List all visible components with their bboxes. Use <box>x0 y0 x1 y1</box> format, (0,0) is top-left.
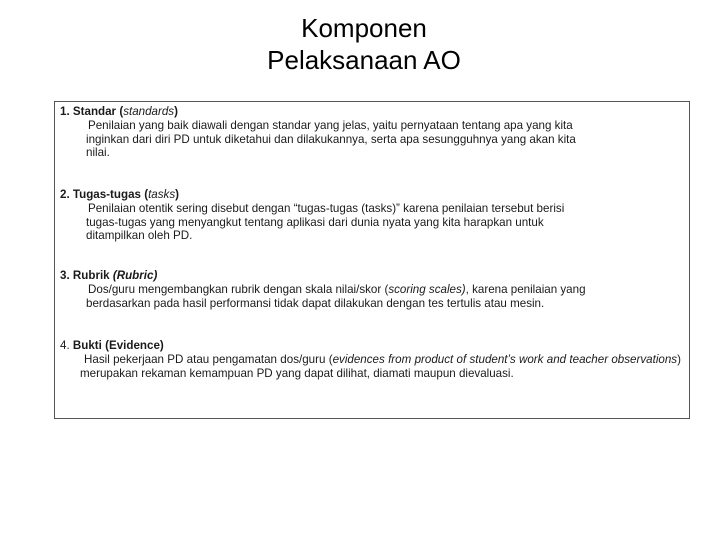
desc-text: Hasil pekerjaan PD atau pengamatan dos/guru ( <box>84 352 333 366</box>
list-item <box>60 269 681 310</box>
desc-line: nilai. <box>86 146 110 160</box>
title-line-2: Pelaksanaan AO <box>267 45 461 75</box>
item-description <box>80 353 681 381</box>
item-term-paren: (Evidence) <box>105 339 164 352</box>
item-heading <box>60 269 681 283</box>
item-description <box>86 119 681 160</box>
desc-text: , karena penilaian yang <box>465 282 586 296</box>
content-box <box>54 101 690 419</box>
desc-line: tugas-tugas yang menyangkut tentang aplikasi dari dunia nyata yang kita harapkan untuk <box>86 215 544 229</box>
item-number: 3. <box>60 269 70 282</box>
item-term: Standar <box>72 105 117 118</box>
list-item <box>60 188 681 243</box>
list-item <box>60 339 681 380</box>
title-line-1: Komponen <box>301 13 427 43</box>
item-number: 1. <box>60 105 70 118</box>
item-number: 4. <box>60 339 70 352</box>
desc-line <box>86 283 681 297</box>
desc-line: inginkan dari diri PD untuk diketahui dan dilakukannya, serta apa sesungguhnya yang akan kita <box>86 132 576 146</box>
item-term-paren: (tasks) <box>144 188 180 201</box>
item-number: 2. <box>60 188 70 201</box>
item-term-paren: (standards) <box>119 105 178 118</box>
desc-line: Penilaian otentik sering disebut dengan “tugas-tugas (tasks)” karena penilaian tersebut berisi <box>88 201 565 215</box>
item-heading <box>60 339 681 353</box>
desc-italic-text: evidences from product of student’s work and teacher observations <box>332 352 678 366</box>
list-item <box>60 105 681 160</box>
desc-line: Penilaian yang baik diawali dengan standar yang jelas, yaitu pernyataan tentang apa yang kita <box>88 118 573 132</box>
item-heading <box>60 105 681 119</box>
desc-text: ) merupakan rekaman kemampuan PD yang dapat dilihat, diamati maupun dievaluasi. <box>80 352 681 380</box>
desc-text: Dos/guru mengembangkan rubrik dengan skala nilai/skor ( <box>88 282 389 296</box>
item-term-paren-text: tasks <box>148 188 176 201</box>
item-description <box>86 283 681 311</box>
desc-italic-text: scoring scales) <box>388 282 466 296</box>
desc-line: ditampilkan oleh PD. <box>86 229 193 243</box>
desc-line: berdasarkan pada hasil performansi tidak dapat dilakukan dengan tes tertulis atau mesin. <box>86 296 545 310</box>
item-term: Bukti <box>72 339 102 352</box>
item-term-paren: (Rubric) <box>112 269 158 282</box>
item-description <box>86 202 681 243</box>
item-term: Tugas-tugas <box>72 188 141 201</box>
item-heading <box>60 188 681 202</box>
item-term: Rubrik <box>72 269 110 282</box>
item-term-paren-text: standards <box>123 105 175 118</box>
page-title <box>0 12 720 76</box>
